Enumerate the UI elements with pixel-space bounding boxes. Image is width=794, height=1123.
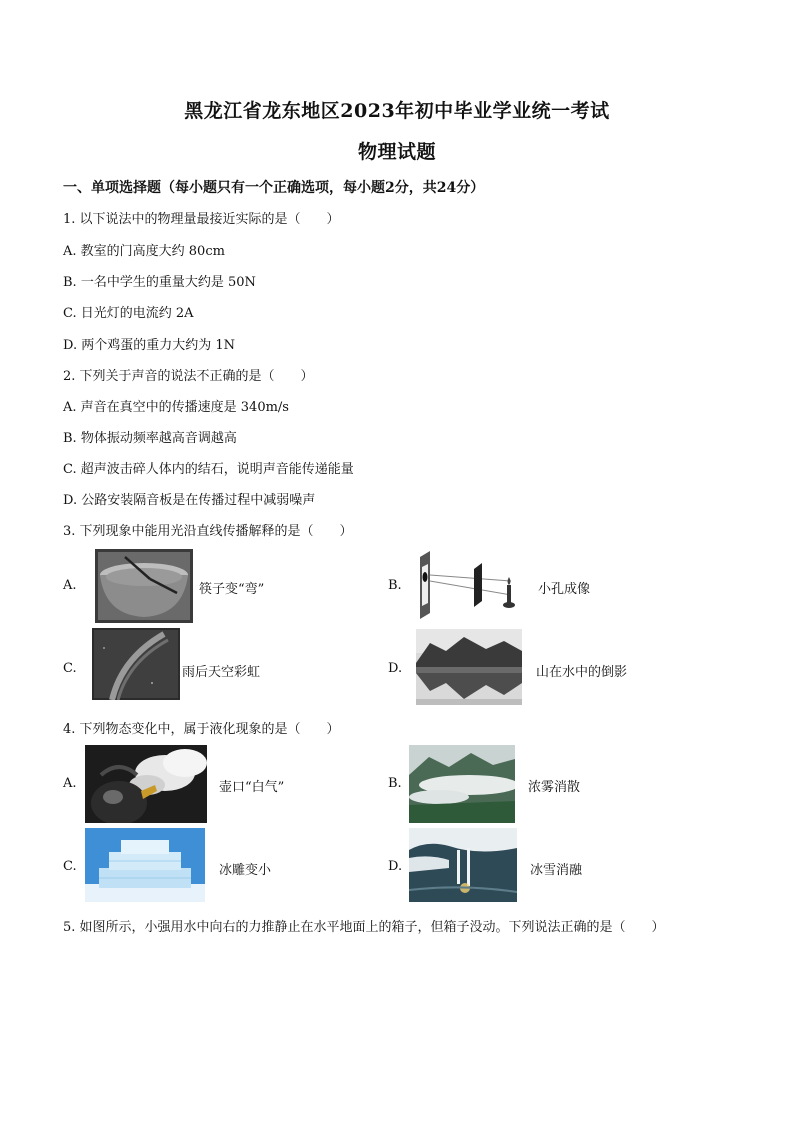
question-1-option-a: A. 教室的门高度大约 80cm [63,244,225,259]
question-2-stem: 2. 下列关于声音的说法不正确的是（ ） [63,369,314,384]
mountain-reflection-photo-icon [416,629,522,705]
question-3-stem: 3. 下列现象中能用光沿直线传播解释的是（ ） [63,524,353,539]
question-5-stem: 5. 如图所示，小强用水中向右的力推静止在水平地面上的箱子，但箱子没动。下列说法正确的是（ ） [63,920,665,935]
question-4-option-a-caption: 壶口“白气” [219,780,285,795]
question-3-option-c-letter: C. [63,661,77,676]
question-3-option-d-letter: D. [388,661,403,676]
question-2-option-a: A. 声音在真空中的传播速度是 340m/s [63,400,289,415]
question-1-option-b: B. 一名中学生的重量大约是 50N [63,275,256,290]
ice-sculpture-photo-icon [85,828,205,902]
fog-mountain-photo-icon [409,745,515,823]
question-4-option-b-caption: 浓雾消散 [528,780,581,795]
question-2-option-c: C. 超声波击碎人体内的结石，说明声音能传递能量 [63,462,354,477]
question-3-option-b-caption: 小孔成像 [538,582,591,597]
question-2-option-b: B. 物体振动频率越高音调越高 [63,431,237,446]
exam-subtitle: 物理试题 [357,141,436,163]
question-4-option-d-caption: 冰雪消融 [530,863,583,878]
question-3-option-c-caption: 雨后天空彩虹 [182,665,261,680]
pinhole-camera-diagram-icon [416,547,524,623]
question-3-option-a-caption: 筷子变“弯” [199,582,265,597]
question-4-stem: 4. 下列物态变化中，属于液化现象的是（ ） [63,722,340,737]
question-4-option-b-letter: B. [388,776,402,791]
question-3-option-a-letter: A. [63,578,77,593]
question-4-option-c-letter: C. [63,859,77,874]
question-1-stem: 1. 以下说法中的物理量最接近实际的是（ ） [63,212,340,227]
question-4-option-d-letter: D. [388,859,403,874]
question-3-option-d-caption: 山在水中的倒影 [536,665,628,680]
section-heading: 一、单项选择题（每小题只有一个正确选项，每小题2分，共24分） [63,180,485,196]
question-4-option-c-caption: 冰雕变小 [219,863,272,878]
question-1-option-c: C. 日光灯的电流约 2A [63,306,194,321]
question-3-option-b-letter: B. [388,578,402,593]
question-4-option-a-letter: A. [63,776,77,791]
chopsticks-bowl-photo-icon [95,549,193,623]
question-2-option-d: D. 公路安装隔音板是在传播过程中减弱噪声 [63,493,316,508]
rainbow-photo-icon [92,628,180,700]
kettle-steam-photo-icon [85,745,207,823]
question-1-option-d: D. 两个鸡蛋的重力大约为 1N [63,338,236,353]
exam-title: 黑龙江省龙东地区2023年初中毕业学业统一考试 [184,100,610,122]
melting-ice-photo-icon [409,828,517,902]
